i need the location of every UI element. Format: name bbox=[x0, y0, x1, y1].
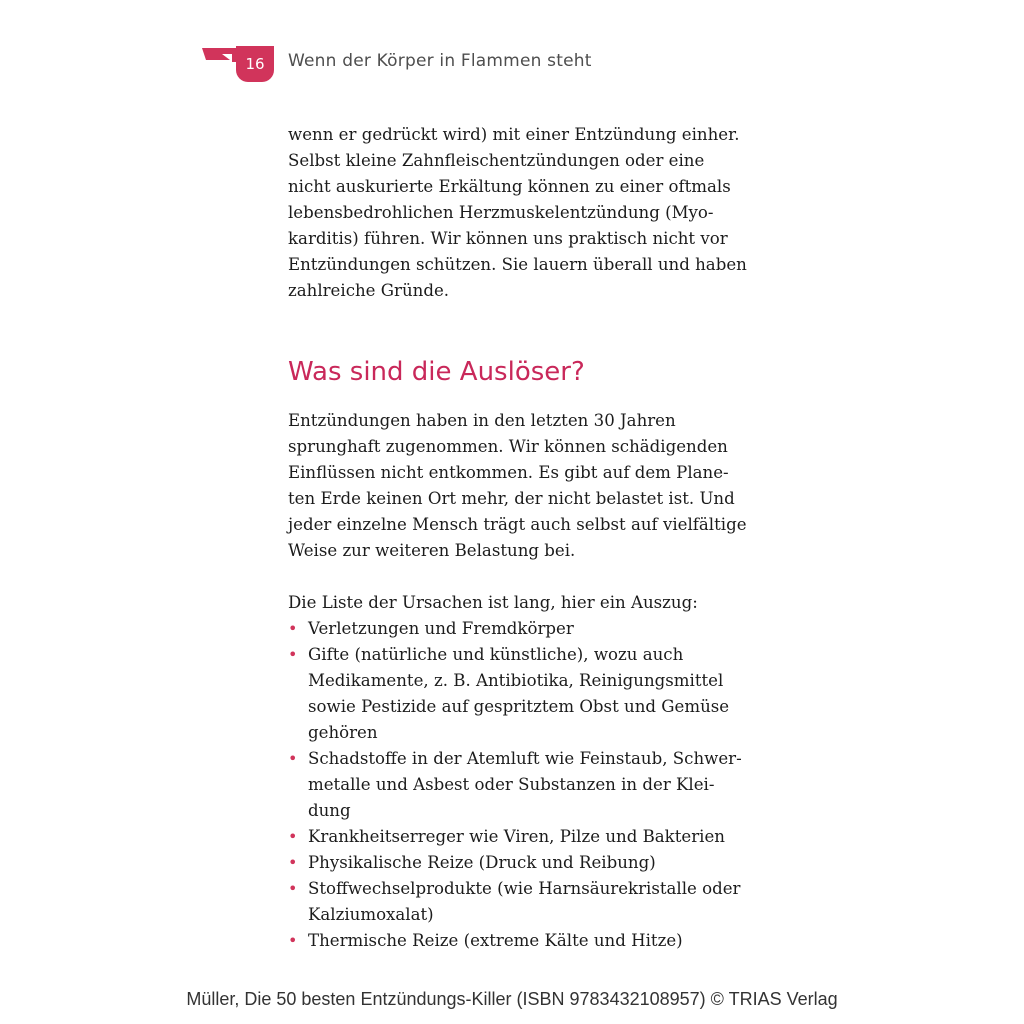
list-item-text: Gifte (natürliche und künstliche), wozu auch Medikamente, z. B. Antibiotika, Reinigungsmittel sowie Pestizide auf gespritztem Obst und Gemüse gehören bbox=[308, 645, 730, 742]
list-item bbox=[288, 616, 808, 642]
causes-list bbox=[288, 616, 808, 954]
list-item bbox=[288, 876, 808, 928]
list-item-text: Physikalische Reize (Druck und Reibung) bbox=[308, 853, 656, 872]
list-item-text: Stoffwechselprodukte (wie Harnsäurekristalle oder Kalziumoxalat) bbox=[308, 879, 741, 924]
page-header bbox=[200, 44, 800, 84]
list-item-text: Verletzungen und Fremdkörper bbox=[308, 619, 574, 638]
bullet-icon: • bbox=[288, 827, 298, 846]
intro-paragraph: wenn er gedrückt wird) mit einer Entzündung einher. Selbst kleine Zahnfleischentzündungen oder eine nicht auskurierte Erkältung können zu einer oftmals lebensbedrohlichen Herzmuskelentzündung (Myo- karditis) führen. Wir können uns praktisch nicht vor Entzündungen schützen. Sie lauern überall und haben zahlreiche Gründe. bbox=[288, 125, 747, 300]
list-item-text: Schadstoffe in der Atemluft wie Feinstaub, Schwer- metalle und Asbest oder Substanzen in der Klei- dung bbox=[308, 749, 742, 820]
list-item bbox=[288, 746, 808, 824]
bullet-icon: • bbox=[288, 879, 298, 898]
list-item-text: Krankheitserreger wie Viren, Pilze und Bakterien bbox=[308, 827, 725, 846]
bullet-icon: • bbox=[288, 853, 298, 872]
section-heading: Was sind die Auslöser? bbox=[288, 357, 585, 387]
section-paragraph: Entzündungen haben in den letzten 30 Jahren sprunghaft zugenommen. Wir können schädigenden Einflüssen nicht entkommen. Es gibt auf dem Plane- ten Erde keinen Ort mehr, der nicht belastet ist. Und jeder einzelne Mensch trägt auch selbst auf vielfältige Weise zur weiteren Belastung bei. bbox=[288, 411, 747, 560]
bullet-icon: • bbox=[288, 619, 298, 638]
list-item bbox=[288, 850, 808, 876]
paragraph-gap bbox=[288, 564, 808, 590]
bullet-icon: • bbox=[288, 645, 298, 664]
page-content bbox=[288, 122, 808, 954]
page-number: 16 bbox=[236, 46, 274, 82]
list-intro: Die Liste der Ursachen ist lang, hier ein Auszug: bbox=[288, 593, 698, 612]
running-title: Wenn der Körper in Flammen steht bbox=[288, 51, 592, 71]
list-item bbox=[288, 824, 808, 850]
list-item bbox=[288, 642, 808, 746]
bullet-icon: • bbox=[288, 931, 298, 950]
list-item-text: Thermische Reize (extreme Kälte und Hitze) bbox=[308, 931, 683, 950]
citation-footer: Müller, Die 50 besten Entzündungs-Killer (ISBN 9783432108957) © TRIAS Verlag bbox=[186, 989, 838, 1009]
list-item bbox=[288, 928, 808, 954]
bullet-icon: • bbox=[288, 749, 298, 768]
